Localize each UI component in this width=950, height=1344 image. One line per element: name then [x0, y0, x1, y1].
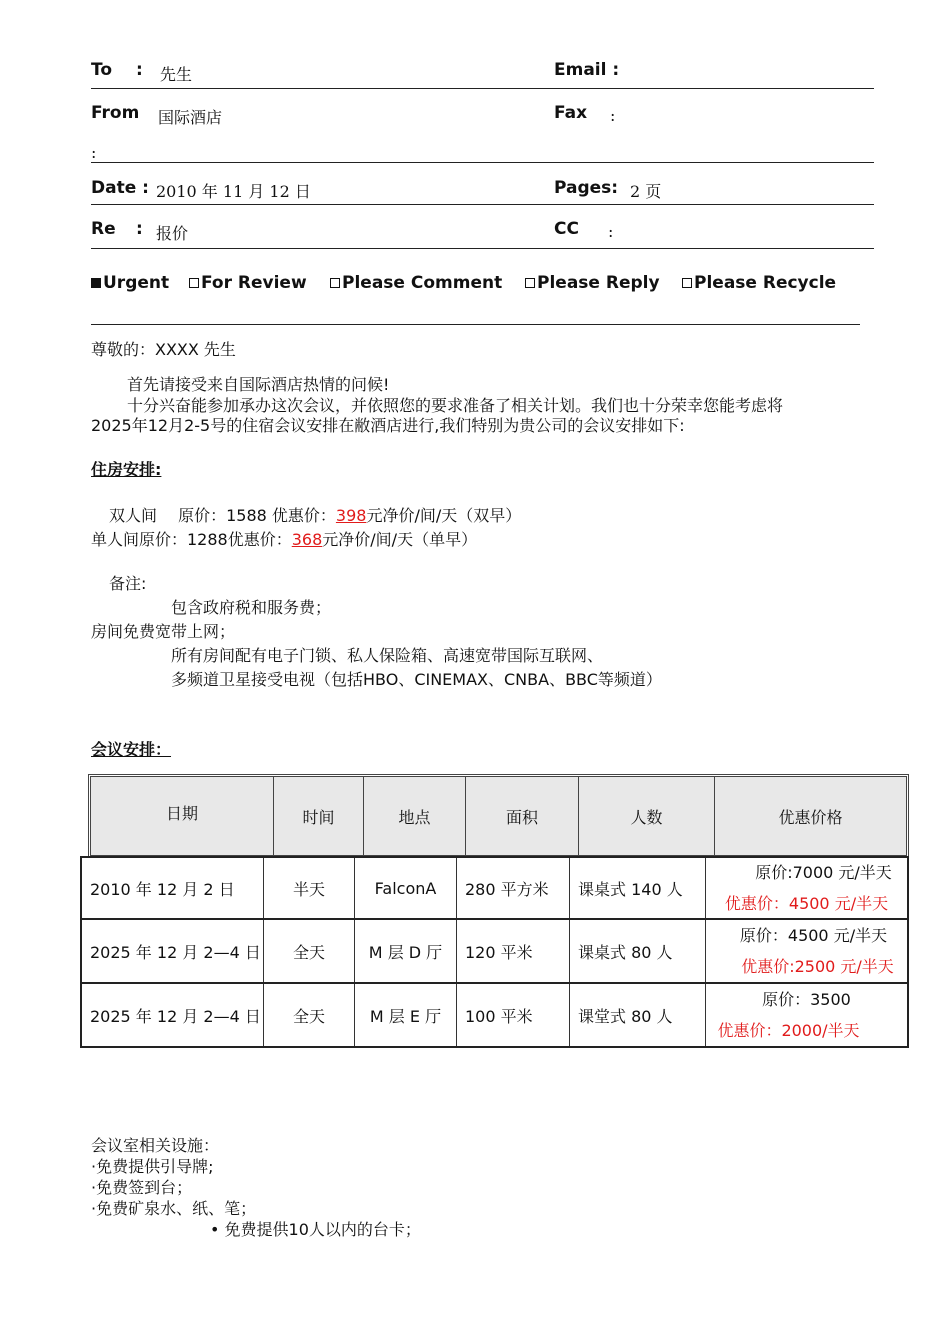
divider [91, 204, 874, 205]
checkbox-empty-icon [682, 278, 692, 288]
checkbox-empty-icon [525, 278, 535, 288]
table-row [80, 984, 909, 1048]
intro-paragraph: 首先请接受来自国际酒店热情的问候! [127, 375, 390, 394]
table-row [80, 920, 909, 984]
column-header-venue: 地点 [364, 777, 466, 855]
cell-time: 全天 [264, 920, 355, 982]
fax-colon: : [610, 106, 616, 125]
to-colon: : [136, 60, 143, 80]
note-item: 包含政府税和服务费； [171, 598, 332, 617]
note-item: 所有房间配有电子门锁、私人保险箱、高速宽带国际互联网、 [171, 646, 604, 665]
cell-venue: FalconA [355, 858, 457, 918]
promo-price: 优惠价：4500 元/半天 [724, 894, 889, 913]
cell-price [706, 984, 907, 1046]
meeting-table-header [88, 774, 909, 858]
body-line: 2025年12月2-5号的住宿会议安排在敝酒店进行,我们特别为贵公司的会议安排如下: [91, 416, 685, 435]
column-header-area: 面积 [466, 777, 579, 855]
greeting: 尊敬的：XXXX 先生 [91, 340, 236, 359]
cell-price [706, 920, 907, 982]
flag-urgent[interactable]: Urgent [91, 273, 169, 293]
cell-time: 半天 [264, 858, 355, 918]
divider [91, 248, 874, 249]
cell-area: 120 平米 [457, 920, 570, 982]
note-item: 多频道卫星接受电视（包括HBO、CINEMAX、CNBA、BBC等频道） [171, 670, 662, 689]
column-header-time: 时间 [274, 777, 364, 855]
note-item: 房间免费宽带上网； [91, 622, 236, 641]
cell-time: 全天 [264, 984, 355, 1046]
divider [91, 324, 860, 325]
flag-for-review[interactable]: For Review [189, 273, 307, 293]
original-price: 原价：3500 [762, 990, 851, 1009]
checkbox-empty-icon [189, 278, 199, 288]
facility-item: ·免费提供引导牌; [91, 1157, 214, 1176]
pages-label: Pages: [554, 178, 619, 198]
column-header-people: 人数 [579, 777, 715, 855]
single-room-price: 368 [291, 530, 323, 549]
note-label: 备注: [109, 574, 147, 593]
flag-please-comment[interactable]: Please Comment [330, 273, 502, 293]
cell-date: 2025 年 12 月 2—4 日 [82, 984, 264, 1046]
body-line: 十分兴奋能参加承办这次会议，并依照您的要求准备了相关计划。我们也十分荣幸您能考虑将 [127, 396, 784, 415]
from-colon: : [91, 143, 97, 162]
facility-item: • 免费提供10人以内的台卡； [210, 1220, 421, 1239]
cc-colon: : [608, 222, 614, 241]
cell-venue: M 层 D 厅 [355, 920, 457, 982]
cell-people: 课堂式 80 人 [570, 984, 706, 1046]
facility-item: ·免费矿泉水、纸、笔； [91, 1199, 257, 1218]
divider [91, 88, 874, 89]
from-label: From [91, 103, 140, 123]
double-room-price: 398 [335, 506, 367, 525]
flag-please-reply[interactable]: Please Reply [525, 273, 660, 293]
from-value: 国际酒店 [158, 108, 223, 127]
single-room-line: 单人间原价：1288优惠价：368元净价/间/天（单早） [91, 530, 478, 549]
cc-label: CC [554, 219, 579, 239]
promo-price: 优惠价：2000/半天 [717, 1021, 860, 1040]
to-label: To [91, 60, 113, 80]
column-header-price: 优惠价格 [715, 777, 906, 855]
double-room-line: 双人间 原价：1588 优惠价：398元净价/间/天（双早） [109, 506, 522, 525]
date-label: Date : [91, 178, 149, 198]
original-price: 原价:7000 元/半天 [755, 863, 892, 882]
facility-item: ·免费签到台； [91, 1178, 193, 1197]
cell-people: 课桌式 80 人 [570, 920, 706, 982]
cell-price [706, 858, 907, 918]
date-value: 2010 年 11 月 12 日 [156, 182, 311, 201]
email-label: Email : [554, 60, 620, 80]
table-row [80, 856, 909, 920]
cell-area: 280 平方米 [457, 858, 570, 918]
re-colon: : [136, 219, 143, 239]
promo-price: 优惠价:2500 元/半天 [741, 957, 894, 976]
to-value: 先生 [160, 65, 193, 84]
divider [91, 162, 874, 163]
re-value: 报价 [156, 224, 189, 243]
pages-value: 2 页 [630, 182, 662, 201]
cell-date: 2010 年 12 月 2 日 [82, 858, 264, 918]
original-price: 原价：4500 元/半天 [739, 926, 888, 945]
flag-please-recycle[interactable]: Please Recycle [682, 273, 836, 293]
cell-people: 课桌式 140 人 [570, 858, 706, 918]
checkbox-empty-icon [330, 278, 340, 288]
rooms-heading: 住房安排: [91, 460, 162, 479]
column-header-date: 日期 [91, 777, 274, 855]
cell-venue: M 层 E 厅 [355, 984, 457, 1046]
re-label: Re [91, 219, 116, 239]
cell-area: 100 平米 [457, 984, 570, 1046]
fax-label: Fax [554, 103, 588, 123]
cell-date: 2025 年 12 月 2—4 日 [82, 920, 264, 982]
meeting-heading: 会议安排： [91, 740, 172, 759]
checkbox-checked-icon [91, 278, 101, 288]
facilities-heading: 会议室相关设施： [91, 1136, 220, 1155]
